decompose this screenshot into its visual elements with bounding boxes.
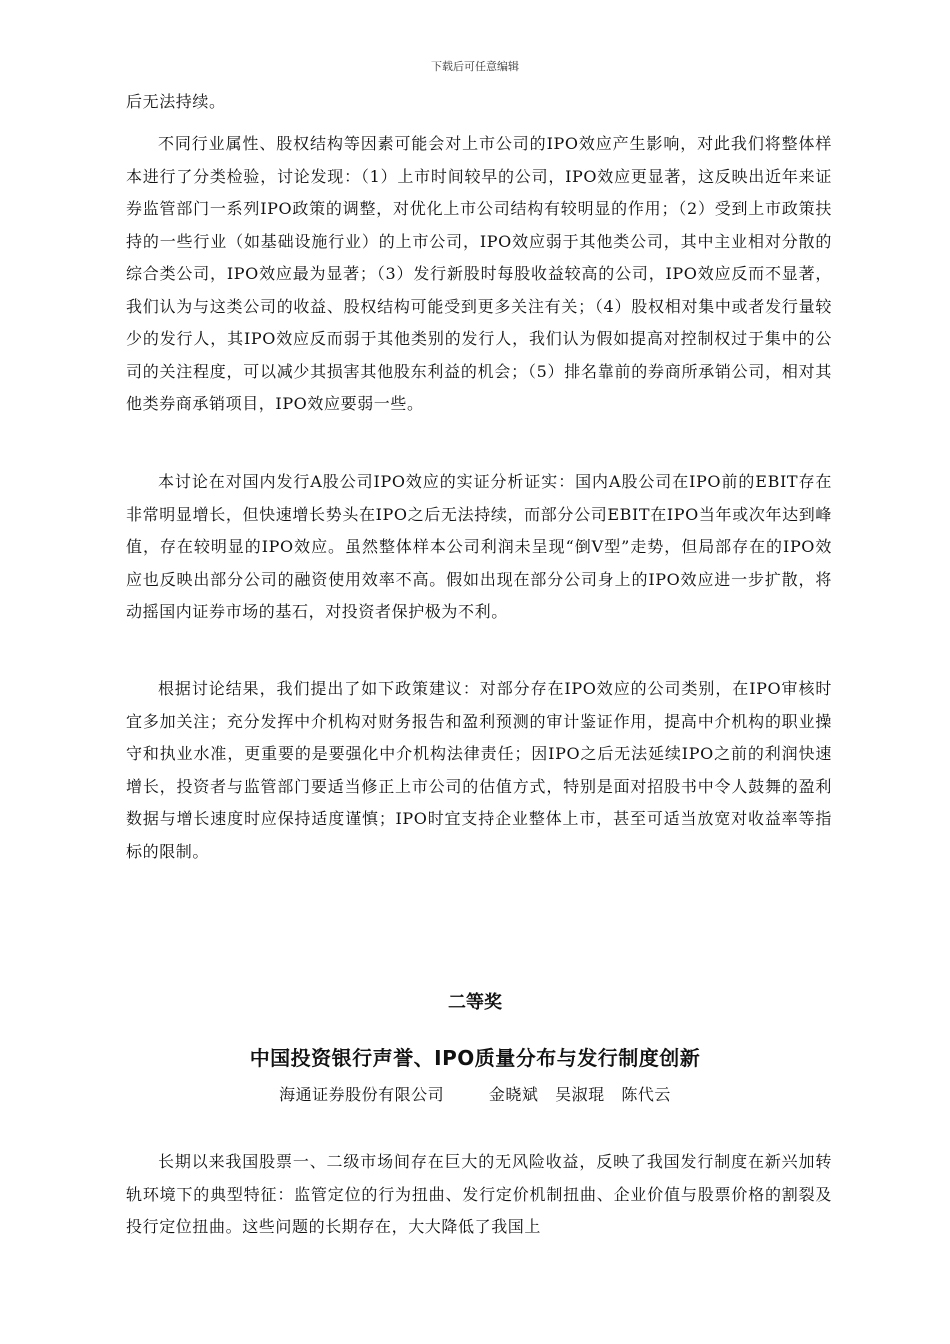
page-header-note: 下载后可任意编辑 (431, 60, 519, 73)
paragraph-policy-suggestions: 根据讨论结果，我们提出了如下政策建议：对部分存在IPO效应的公司类别，在IPO审核时宜多加关注；充分发挥中介机构对财务报告和盈利预测的审计鉴证作用，提高中介机构的职业操守和执业水准，更重要的是要强化中介机构法律责任；因IPO之后无法延续IPO之前的利润快速增长，投资者与监管部门要适当修正上市公司的估值方式，特别是面对招股书中令人鼓舞的盈利数据与增长速度时应保持适度谨慎；IPO时宜支持企业整体上市，甚至可适当放宽对收益率等指标的限制。 (126, 679, 832, 861)
author-name: 金晓斌 (488, 1085, 539, 1104)
author-name: 陈代云 (621, 1085, 671, 1104)
paragraph-continuation: 后无法持续。 (126, 92, 226, 111)
author-line (0, 1082, 950, 1105)
paragraph-classification-findings: 不同行业属性、股权结构等因素可能会对上市公司的IPO效应产生影响，对此我们将整体样本进行了分类检验，讨论发现：（1）上市时间较早的公司，IPO效应更显著，这反映出近年来证券监管部门一系列IPO政策的调整，对优化上市公司结构有较明显的作用；（2）受到上市政策扶持的一些行业（如基础设施行业）的上市公司，IPO效应弱于其他类公司，其中主业相对分散的综合类公司，IPO效应最为显著；（3）发行新股时每股收益较高的公司，IPO效应反而不显著，我们认为与这类公司的收益、股权结构可能受到更多关注有关；（4）股权相对集中或者发行量较少的发行人，其IPO效应反而弱于其他类别的发行人，我们认为假如提高对控制权过于集中的公司的关注程度，可以减少其损害其他股东利益的机会；（5）排名靠前的券商所承销公司，相对其他类券商承销项目，IPO效应要弱一些。 (126, 134, 832, 413)
author-name: 吴淑琨 (555, 1085, 605, 1104)
article-title: 中国投资银行声誉、IPO质量分布与发行制度创新 (249, 1046, 701, 1070)
author-company: 海通证券股份有限公司 (279, 1085, 445, 1104)
paragraph-article-intro: 长期以来我国股票一、二级市场间存在巨大的无风险收益，反映了我国发行制度在新兴加转轨环境下的典型特征：监管定位的行为扭曲、发行定价机制扭曲、企业价值与股票价格的割裂及投行定位扭曲。这些问题的长期存在，大大降低了我国上 (126, 1152, 832, 1236)
paragraph-empirical-conclusion: 本讨论在对国内发行A股公司IPO效应的实证分析证实：国内A股公司在IPO前的EBIT存在非常明显增长，但快速增长势头在IPO之后无法持续，而部分公司EBIT在IPO当年或次年达到峰值，存在较明显的IPO效应。虽然整体样本公司利润未呈现“倒V型”走势，但局部存在的IPO效应也反映出部分公司的融资使用效率不高。假如出现在部分公司身上的IPO效应进一步扩散，将动摇国内证券市场的基石，对投资者保护极为不利。 (126, 472, 832, 621)
award-heading: 二等奖 (448, 992, 502, 1013)
